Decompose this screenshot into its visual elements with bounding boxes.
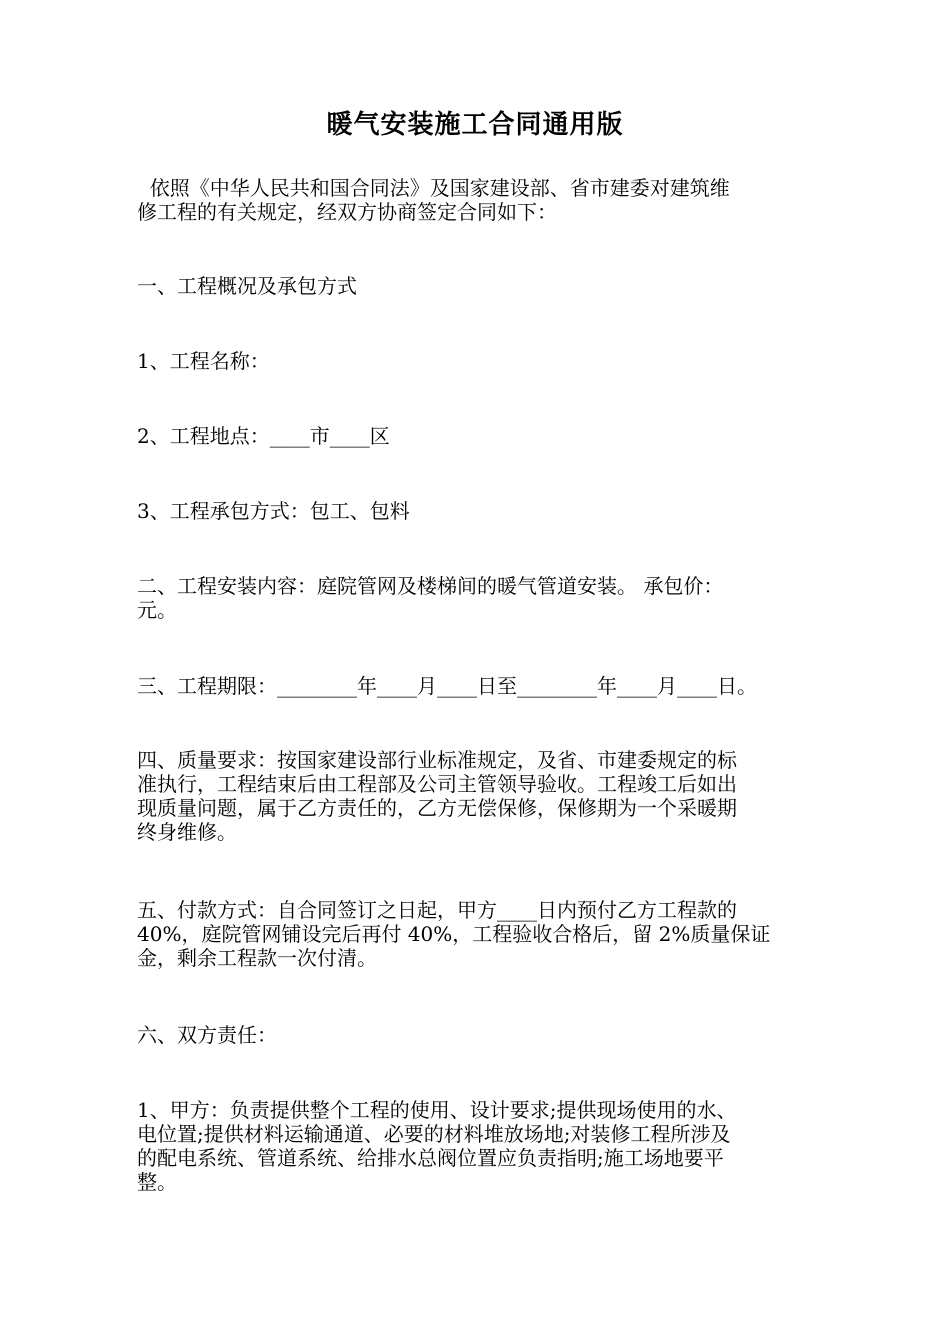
- section-heading-3: [137, 674, 817, 698]
- party-a-responsibilities: [137, 1098, 817, 1194]
- paragraph-line: 三、工程期限：________年____月____日至________年____月____日。: [137, 674, 757, 698]
- paragraph-line: 准执行，工程结束后由工程部及公司主管领导验收。工程竣工后如出: [137, 772, 737, 796]
- section-payment: [137, 898, 817, 970]
- project-name-item: [137, 349, 817, 373]
- section-heading-1: [137, 274, 817, 298]
- document-title: 暖气安装施工合同通用版: [326, 110, 624, 140]
- paragraph-line: 40%，庭院管网铺设完后再付 40%，工程验收合格后，留 2%质量保证: [137, 922, 771, 946]
- paragraph-line: 1、甲方：负责提供整个工程的使用、设计要求;提供现场使用的水、: [137, 1098, 737, 1122]
- project-location-item: [137, 424, 817, 448]
- paragraph-line: 的配电系统、管道系统、给排水总阀位置应负责指明;施工场地要平: [137, 1146, 724, 1170]
- paragraph-line: 现质量问题，属于乙方责任的，乙方无偿保修，保修期为一个采暖期: [137, 796, 737, 820]
- paragraph-line: 五、付款方式：自合同签订之日起，甲方____日内预付乙方工程款的: [137, 898, 737, 922]
- paragraph-line: 四、质量要求：按国家建设部行业标准规定，及省、市建委规定的标: [137, 748, 737, 772]
- paragraph-line: 终身维修。: [137, 820, 237, 844]
- paragraph-line: 元。: [137, 598, 177, 622]
- paragraph-line: 六、双方责任：: [137, 1023, 277, 1047]
- paragraph-line: 修工程的有关规定，经双方协商签定合同如下：: [137, 200, 557, 224]
- intro-paragraph: [137, 176, 817, 224]
- section-heading-6: [137, 1023, 817, 1047]
- section-quality: [137, 748, 817, 844]
- paragraph-line: 2、工程地点：____市____区: [137, 424, 390, 448]
- paragraph-line: 一、工程概况及承包方式: [137, 274, 357, 298]
- section-heading-2: [137, 574, 817, 622]
- paragraph-line: 依照《中华人民共和国合同法》及国家建设部、省市建委对建筑维: [137, 176, 730, 200]
- contract-mode-item: [137, 499, 817, 523]
- paragraph-line: 电位置;提供材料运输通道、必要的材料堆放场地;对装修工程所涉及: [137, 1122, 731, 1146]
- paragraph-line: 整。: [137, 1170, 177, 1194]
- paragraph-line: 二、工程安装内容：庭院管网及楼梯间的暖气管道安装。 承包价：: [137, 574, 724, 598]
- paragraph-line: 1、工程名称：: [137, 349, 270, 373]
- paragraph-line: 金，剩余工程款一次付清。: [137, 946, 377, 970]
- paragraph-line: 3、工程承包方式：包工、包料: [137, 499, 410, 523]
